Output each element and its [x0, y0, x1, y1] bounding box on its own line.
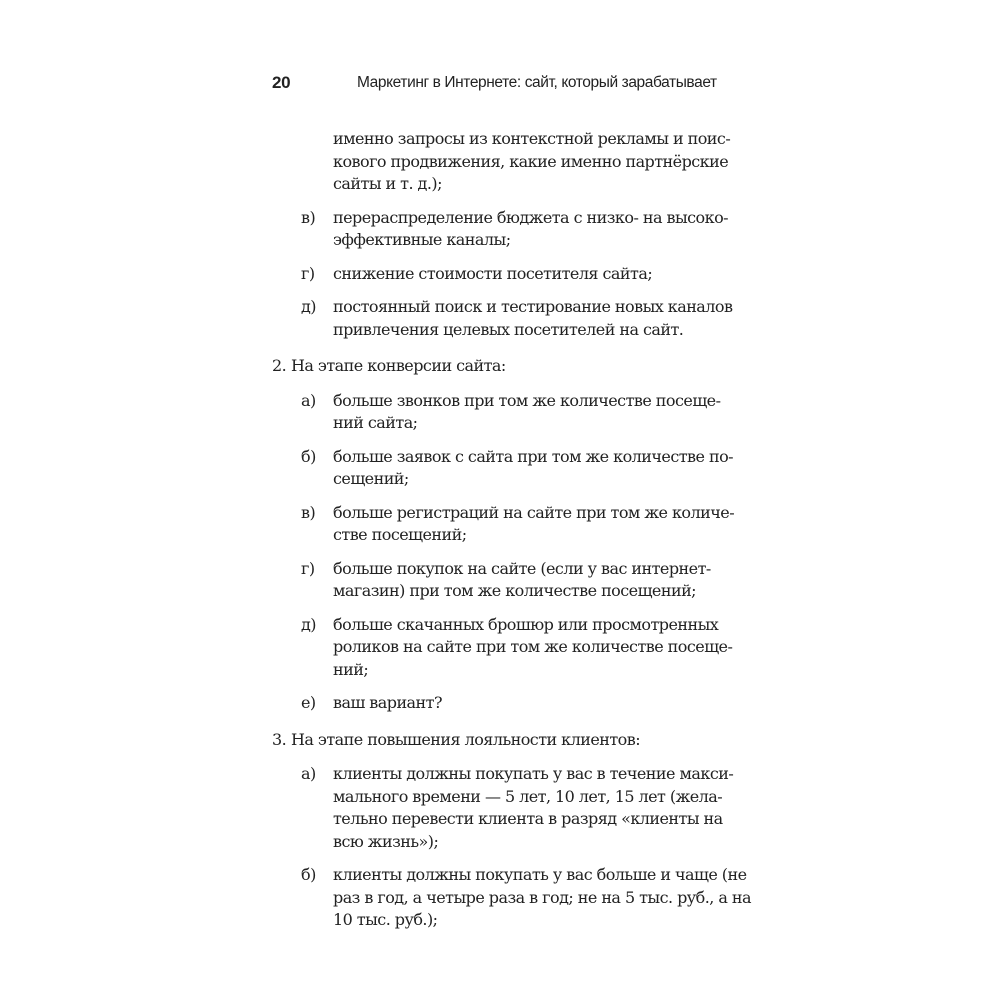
list-item	[272, 502, 760, 547]
continuation-paragraph	[272, 128, 760, 196]
text-line: всю жизнь»);	[333, 831, 439, 851]
text-line: тельно перевести клиента в разряд «клиенты на	[333, 809, 723, 828]
section-number: 3.	[272, 729, 287, 749]
list-marker: в)	[301, 207, 316, 227]
text-line: раз в год, а четыре раза в год; не на 5 тыс. руб., а на	[333, 887, 751, 907]
list-marker: е)	[301, 693, 316, 712]
list-item	[272, 296, 760, 341]
running-title: Маркетинг в Интернете: сайт, который зарабатывает	[357, 74, 717, 91]
text-line: мального времени — 5 лет, 10 лет, 15 лет (жела-	[333, 786, 723, 806]
text-line: больше регистраций на сайте при том же количе-	[333, 502, 735, 522]
list-marker: а)	[301, 764, 316, 783]
text-line: привлечения целевых посетителей на сайт.	[333, 319, 684, 339]
list-item	[272, 763, 760, 853]
list-marker: г)	[301, 558, 315, 578]
list-item	[272, 864, 760, 932]
text-line: кового продвижения, какие именно партнёрские	[333, 151, 729, 171]
text-line: сещений;	[333, 469, 409, 488]
text-line: постоянный поиск и тестирование новых каналов	[333, 297, 733, 316]
text-line: клиенты должны покупать у вас в течение макси-	[333, 764, 734, 783]
text-line: сайты и т. д.);	[333, 174, 442, 193]
list-marker: б)	[301, 865, 316, 884]
list-item	[272, 614, 760, 682]
body-text	[272, 128, 760, 943]
list-item	[272, 390, 760, 435]
text-line: стве посещений;	[333, 525, 467, 544]
page-number: 20	[272, 73, 291, 92]
list-marker: а)	[301, 390, 316, 410]
list-item	[272, 263, 760, 286]
section-title: На этапе конверсии сайта:	[291, 356, 506, 375]
text-line: ний;	[333, 659, 369, 679]
list-marker: в)	[301, 502, 316, 522]
text-line: роликов на сайте при том же количестве посеще-	[333, 637, 733, 656]
text-line: перераспределение бюджета с низко- на высоко-	[333, 207, 729, 227]
list-item	[272, 558, 760, 603]
text-line: больше заявок с сайта при том же количестве по-	[333, 446, 734, 466]
text-line: больше покупок на сайте (если у вас интернет-	[333, 558, 711, 578]
section-heading-3	[272, 729, 760, 752]
text-line: ний сайта;	[333, 413, 418, 432]
section-number: 2.	[272, 356, 287, 375]
list-item	[272, 207, 760, 252]
list-item	[272, 446, 760, 491]
text-line: снижение стоимости посетителя сайта;	[333, 263, 653, 283]
text-line: 10 тыс. руб.);	[333, 910, 438, 929]
text-line: магазин) при том же количестве посещений;	[333, 581, 697, 600]
list-marker: г)	[301, 263, 315, 283]
list-marker: б)	[301, 446, 316, 466]
list-marker: д)	[301, 297, 316, 316]
text-line: больше звонков при том же количестве посеще-	[333, 390, 721, 410]
text-line: ваш вариант?	[333, 693, 442, 712]
section-title: На этапе повышения лояльности клиентов:	[291, 729, 641, 749]
list-item	[272, 692, 760, 715]
section-heading-2	[272, 355, 760, 378]
page-header	[272, 73, 800, 99]
text-line: клиенты должны покупать у вас больше и чаще (не	[333, 865, 747, 884]
text-line: больше скачанных брошюр или просмотренных	[333, 614, 719, 634]
list-marker: д)	[301, 614, 316, 634]
text-line: эффективные каналы;	[333, 230, 511, 249]
text-line: именно запросы из контекстной рекламы и поис-	[333, 129, 731, 148]
